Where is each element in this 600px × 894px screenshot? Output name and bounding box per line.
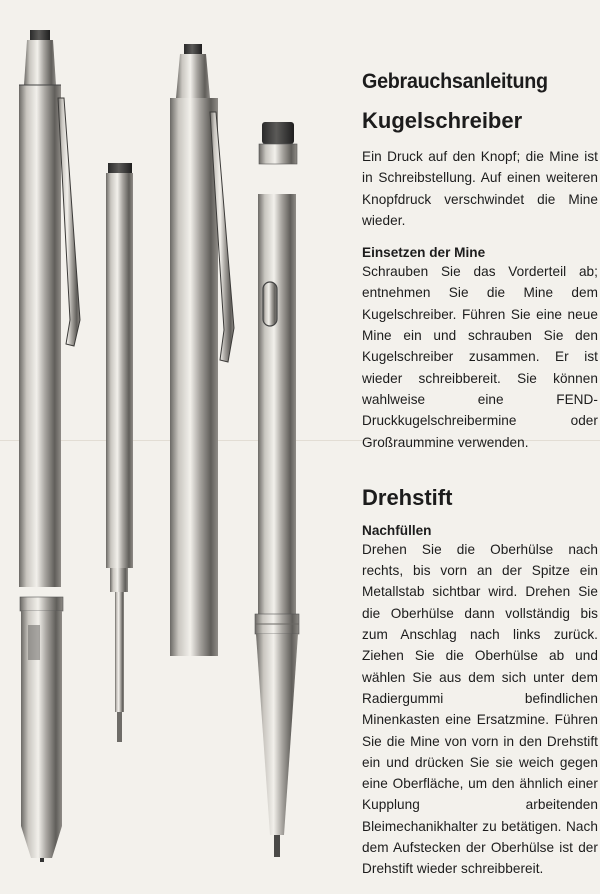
ballpoint-refill-heading: Einsetzen der Mine: [362, 245, 486, 261]
pencil-mechanism: [255, 194, 299, 857]
pencil-refill-text: Drehen Sie die Oberhülse nach rechts, bis vorn an der Spitze ein Metallstab sichtbar wird. Drehen Sie die Oberhülse dann vollständig bis zum Anschlag nach links zurück. Ziehen Sie die Oberhülse ab und wählen Sie aus dem sich unter dem Radiergummi befindlichen Minenkasten eine Ersatzmine. Führen Sie die Mine von vorn in den Drehstift ein und drücken Sie sie weich gegen eine Oberfläche, um den ähnlich einer Kupplung arbeitenden Bleimechanikhalter zu betätigen. Nach dem Aufstecken der Oberhülse ist der Drehstift wieder schreibbereit.: [362, 541, 598, 877]
ballpoint-upper-barrel: [19, 30, 61, 587]
ballpoint-clip: [58, 98, 80, 346]
pencil-heading: Drehstift: [362, 484, 453, 510]
pencil-refill-heading: Nachfüllen: [362, 522, 432, 538]
eraser-cap: [259, 122, 297, 164]
instructions-column: [362, 70, 598, 894]
ballpoint-front-section: [20, 597, 63, 862]
page-title: Gebrauchsanleitung: [362, 70, 548, 93]
ballpoint-intro: Ein Druck auf den Knopf; die Mine ist in Schreibstellung. Auf einen weiteren Knopfdruck verschwindet die Mine wieder.: [362, 149, 598, 228]
ballpoint-refill: [106, 163, 133, 742]
ballpoint-heading: Kugelschreiber: [362, 108, 523, 133]
ballpoint-refill-text: Schrauben Sie das Vorderteil ab; entnehmen Sie die Mine dem Kugelschreiber. Führen Sie eine neue Mine ein und schrauben Sie den Kugelschreiber zusammen. Er ist wieder schreibbereit. Sie können wahlweise eine FEND-Druckkugelschreibermine oder Großraummine verwenden.: [362, 264, 598, 450]
pencil-outer-sleeve: [170, 44, 218, 656]
